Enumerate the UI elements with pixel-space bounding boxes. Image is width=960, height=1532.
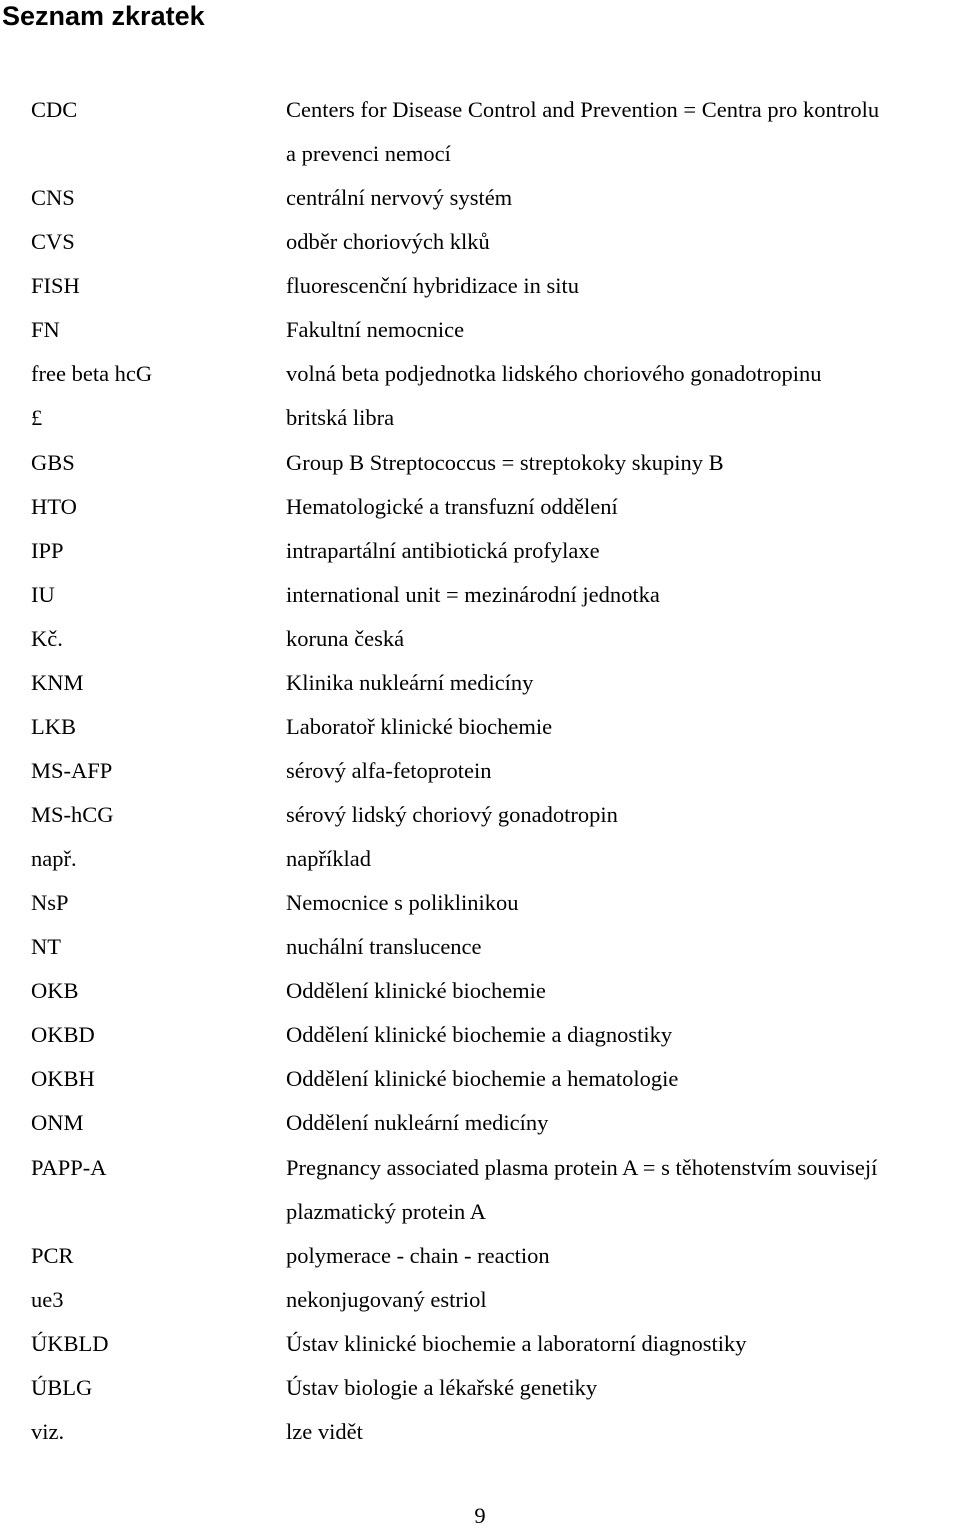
abbreviation-row (0, 529, 960, 573)
abbreviation-term: IPP (31, 537, 64, 563)
abbreviation-row (0, 264, 960, 308)
abbreviation-definition: a prevenci nemocí (286, 141, 451, 167)
page-title: Seznam zkratek (2, 1, 205, 31)
abbreviation-term: NsP (31, 890, 69, 916)
abbreviation-definition: plazmatický protein A (286, 1198, 486, 1224)
abbreviation-term: ÚKBLD (31, 1330, 109, 1356)
abbreviation-term: FN (31, 317, 60, 343)
abbreviation-definition: volná beta podjednotka lidského choriového gonadotropinu (286, 361, 822, 387)
abbreviation-term: CVS (31, 229, 75, 255)
abbreviation-definition: Nemocnice s poliklinikou (286, 890, 519, 916)
abbreviation-definition: fluorescenční hybridizace in situ (286, 273, 580, 299)
abbreviation-term: PAPP-A (31, 1154, 107, 1180)
abbreviation-term: ÚBLG (31, 1374, 93, 1400)
abbreviation-row (0, 881, 960, 925)
abbreviation-term: CNS (31, 185, 75, 211)
abbreviation-term: LKB (31, 713, 76, 739)
abbreviation-row (0, 352, 960, 396)
abbreviation-row (0, 1322, 960, 1366)
abbreviation-row (0, 1146, 960, 1234)
abbreviation-term: GBS (31, 449, 75, 475)
abbreviation-definition: například (286, 846, 371, 872)
abbreviation-row (0, 1101, 960, 1145)
abbreviation-row (0, 1057, 960, 1101)
abbreviation-list (0, 88, 960, 1454)
abbreviation-row (0, 793, 960, 837)
abbreviation-row (0, 1278, 960, 1322)
abbreviation-term: IU (31, 581, 55, 607)
page-number: 9 (474, 1503, 486, 1528)
abbreviation-row (0, 661, 960, 705)
abbreviation-definition: Laboratoř klinické biochemie (286, 713, 553, 739)
abbreviation-definition: centrální nervový systém (286, 185, 513, 211)
abbreviation-term: OKBD (31, 1022, 95, 1048)
abbreviation-row (0, 220, 960, 264)
abbreviation-definition: Oddělení klinické biochemie a diagnostiky (286, 1022, 673, 1048)
abbreviation-definition: intrapartální antibiotická profylaxe (286, 537, 600, 563)
abbreviation-definition: Hematologické a transfuzní oddělení (286, 493, 618, 519)
abbreviation-definition: Oddělení klinické biochemie a hematologie (286, 1066, 679, 1092)
abbreviation-term: PCR (31, 1242, 74, 1268)
abbreviation-row (0, 749, 960, 793)
abbreviation-term: ue3 (31, 1286, 64, 1312)
abbreviation-row (0, 617, 960, 661)
abbreviation-term: ONM (31, 1110, 84, 1136)
abbreviation-row (0, 969, 960, 1013)
abbreviation-definition: nuchální translucence (286, 934, 482, 960)
abbreviation-term: OKBH (31, 1066, 95, 1092)
abbreviation-definition: lze vidět (286, 1418, 363, 1444)
abbreviation-definition: Pregnancy associated plasma protein A = s těhotenstvím souvisejí (286, 1154, 878, 1180)
abbreviation-row (0, 441, 960, 485)
abbreviation-row (0, 485, 960, 529)
abbreviation-definition: international unit = mezinárodní jednotka (286, 581, 660, 607)
abbreviation-row (0, 1366, 960, 1410)
abbreviation-definition: Klinika nukleární medicíny (286, 669, 534, 695)
abbreviation-definition: sérový alfa-fetoprotein (286, 757, 492, 783)
abbreviation-term: MS-AFP (31, 757, 113, 783)
abbreviation-definition: britská libra (286, 405, 395, 431)
abbreviation-row (0, 573, 960, 617)
abbreviation-definition: polymerace - chain - reaction (286, 1242, 550, 1268)
abbreviation-definition: Ústav klinické biochemie a laboratorní diagnostiky (286, 1330, 747, 1356)
abbreviation-definition: Centers for Disease Control and Prevention = Centra pro kontrolu (286, 97, 880, 122)
abbreviation-definition: sérový lidský choriový gonadotropin (286, 802, 618, 827)
abbreviation-term: HTO (31, 493, 77, 519)
abbreviation-definition: odběr choriových klků (286, 229, 490, 255)
abbreviation-row (0, 308, 960, 352)
abbreviation-row (0, 705, 960, 749)
abbreviation-term: KNM (31, 669, 84, 695)
abbreviation-term: viz. (31, 1418, 65, 1444)
abbreviation-term: např. (31, 846, 77, 872)
abbreviation-term: NT (31, 934, 61, 960)
abbreviation-term: CDC (31, 97, 78, 122)
abbreviation-row (0, 1234, 960, 1278)
abbreviation-row (0, 837, 960, 881)
abbreviation-row (0, 176, 960, 220)
abbreviation-term: MS-hCG (31, 802, 114, 827)
abbreviation-term: FISH (31, 273, 80, 299)
abbreviation-definition: Fakultní nemocnice (286, 317, 465, 343)
abbreviation-row (0, 1410, 960, 1454)
abbreviation-row (0, 88, 960, 176)
abbreviation-term: £ (31, 405, 43, 431)
abbreviation-row (0, 925, 960, 969)
abbreviation-definition: Group B Streptococcus = streptokoky skupiny B (286, 449, 724, 475)
abbreviation-definition: nekonjugovaný estriol (286, 1286, 487, 1312)
abbreviation-term: free beta hcG (31, 361, 153, 387)
abbreviation-definition: Oddělení klinické biochemie (286, 978, 546, 1004)
abbreviation-definition: Ústav biologie a lékařské genetiky (286, 1374, 598, 1400)
abbreviation-term: Kč. (31, 625, 63, 651)
abbreviation-term: OKB (31, 978, 79, 1004)
abbreviation-row (0, 1013, 960, 1057)
abbreviation-definition: Oddělení nukleární medicíny (286, 1110, 549, 1136)
abbreviation-row (0, 396, 960, 440)
abbreviation-definition: koruna česká (286, 625, 405, 651)
